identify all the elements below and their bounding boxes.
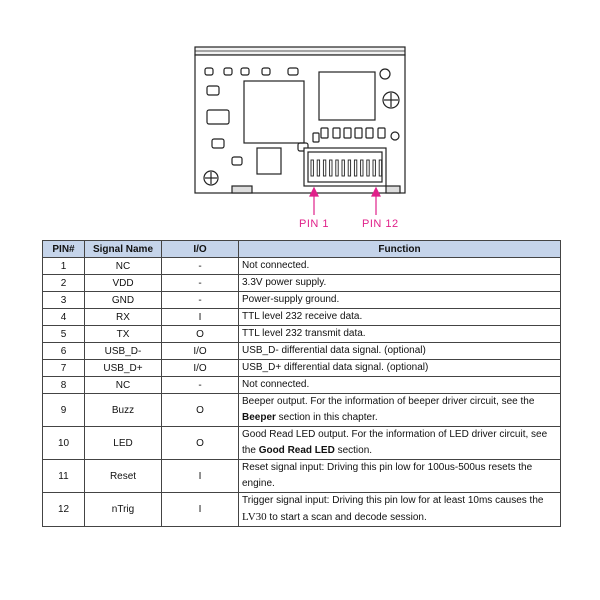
io-type: - xyxy=(162,275,239,292)
pin-number: 2 xyxy=(43,275,85,292)
connector-pin xyxy=(348,160,350,176)
table-row xyxy=(43,309,561,326)
table-row xyxy=(43,493,561,527)
table-row xyxy=(43,326,561,343)
signal-name: RX xyxy=(85,309,162,326)
io-type: O xyxy=(162,394,239,427)
pin-number: 8 xyxy=(43,377,85,394)
board-bottom-rail xyxy=(232,186,252,193)
io-type: I/O xyxy=(162,360,239,377)
table-header-row xyxy=(43,241,561,258)
table-row xyxy=(43,343,561,360)
pin-number: 4 xyxy=(43,309,85,326)
function-text-part: to start a scan and decode session. xyxy=(266,512,427,523)
io-type: I xyxy=(162,309,239,326)
function-text: 3.3V power supply. xyxy=(239,275,561,292)
function-product-term: LV30 xyxy=(242,511,267,523)
io-type: - xyxy=(162,377,239,394)
pin-number: 7 xyxy=(43,360,85,377)
function-bold-term: Good Read LED xyxy=(258,445,335,456)
signal-name: nTrig xyxy=(85,493,162,527)
function-text: Reset signal input: Driving this pin low for 100us-500us resets the engine. xyxy=(239,460,561,493)
connector-pin xyxy=(361,160,363,176)
function-text-part: Trigger signal input: Driving this pin low for at least 10ms causes the xyxy=(242,495,544,506)
header-pin: PIN# xyxy=(43,241,85,258)
connector-pin xyxy=(367,160,369,176)
header-function: Function xyxy=(239,241,561,258)
pin-number: 11 xyxy=(43,460,85,493)
io-type: O xyxy=(162,326,239,343)
function-text-part: Beeper output. For the information of beeper driver circuit, see the xyxy=(242,396,535,407)
signal-name: NC xyxy=(85,258,162,275)
ic-chip xyxy=(319,72,375,120)
board-bottom-rail xyxy=(386,186,400,193)
signal-name: TX xyxy=(85,326,162,343)
connector-pin xyxy=(323,160,325,176)
header-signal-name: Signal Name xyxy=(85,241,162,258)
signal-name: LED xyxy=(85,427,162,460)
table-row xyxy=(43,377,561,394)
function-text xyxy=(239,427,561,460)
pin-12-label: PIN 12 xyxy=(362,218,399,230)
signal-name: GND xyxy=(85,292,162,309)
function-text xyxy=(239,493,561,527)
connector-pin xyxy=(342,160,344,176)
function-bold-term: Beeper xyxy=(242,412,276,423)
signal-name: USB_D- xyxy=(85,343,162,360)
function-text: TTL level 232 transmit data. xyxy=(239,326,561,343)
pin-number: 12 xyxy=(43,493,85,527)
connector-pin xyxy=(330,160,332,176)
ic-chip xyxy=(244,81,304,143)
signal-name: VDD xyxy=(85,275,162,292)
function-text: Power-supply ground. xyxy=(239,292,561,309)
function-text: Not connected. xyxy=(239,258,561,275)
table-row xyxy=(43,394,561,427)
signal-name: NC xyxy=(85,377,162,394)
io-type: I xyxy=(162,460,239,493)
signal-name: Reset xyxy=(85,460,162,493)
table-row xyxy=(43,360,561,377)
connector-pin xyxy=(311,160,313,176)
connector-pin xyxy=(379,160,381,176)
module-board-diagram xyxy=(0,0,600,240)
table-row xyxy=(43,275,561,292)
io-type: - xyxy=(162,258,239,275)
pin-number: 1 xyxy=(43,258,85,275)
io-type: I xyxy=(162,493,239,527)
connector-pin xyxy=(373,160,375,176)
pin-number: 3 xyxy=(43,292,85,309)
pin-number: 5 xyxy=(43,326,85,343)
pin-definition-table xyxy=(42,240,561,527)
function-text: USB_D+ differential data signal. (optional) xyxy=(239,360,561,377)
table-row xyxy=(43,460,561,493)
connector-pin xyxy=(317,160,319,176)
function-text: TTL level 232 receive data. xyxy=(239,309,561,326)
function-text-part: section in this chapter. xyxy=(275,412,378,423)
function-text-part: Good Read LED output. For the information of LED driver circuit, see the xyxy=(242,429,548,456)
signal-name: Buzz xyxy=(85,394,162,427)
io-type: O xyxy=(162,427,239,460)
header-io: I/O xyxy=(162,241,239,258)
connector-pin xyxy=(336,160,338,176)
pin-number: 10 xyxy=(43,427,85,460)
table-row xyxy=(43,427,561,460)
function-text xyxy=(239,394,561,427)
table-row xyxy=(43,292,561,309)
pin-number: 6 xyxy=(43,343,85,360)
signal-name: USB_D+ xyxy=(85,360,162,377)
table-row xyxy=(43,258,561,275)
function-text: Not connected. xyxy=(239,377,561,394)
connector-pin xyxy=(354,160,356,176)
function-text-part: section. xyxy=(334,445,373,456)
function-text: USB_D- differential data signal. (optional) xyxy=(239,343,561,360)
io-type: I/O xyxy=(162,343,239,360)
pin-number: 9 xyxy=(43,394,85,427)
io-type: - xyxy=(162,292,239,309)
pin-1-label: PIN 1 xyxy=(299,218,330,230)
